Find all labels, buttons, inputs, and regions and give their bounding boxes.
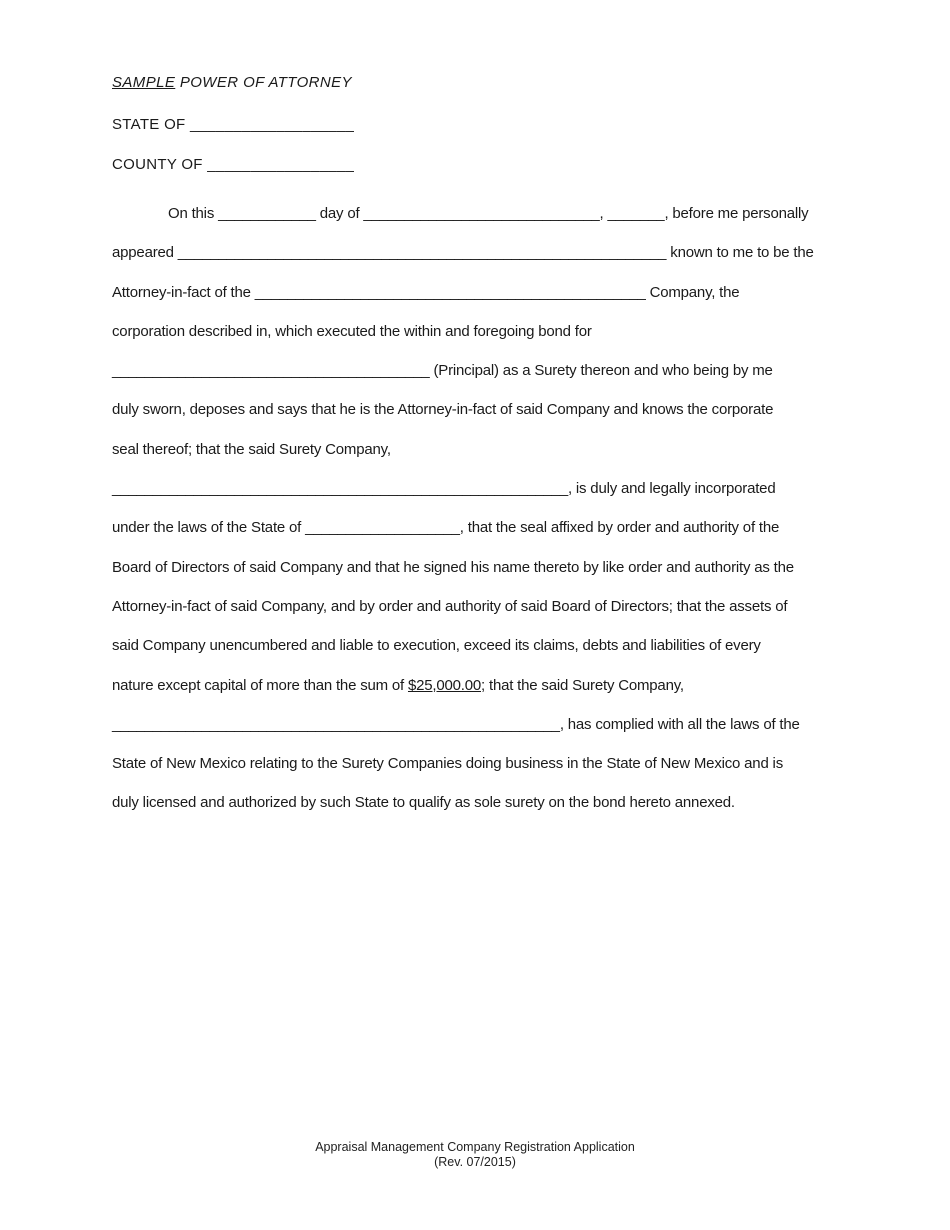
body-line-8: under the laws of the State of ___________________, that the seal affixed by order and authority of the bbox=[112, 519, 780, 537]
footer-revision: (Rev. 07/2015) bbox=[434, 1155, 516, 1169]
county-line: COUNTY OF _________________ bbox=[112, 156, 355, 173]
body-line-4: _______________________________________ (Principal) as a Surety thereon and who being by me bbox=[112, 362, 773, 380]
body-line-1: appeared ____________________________________________________________ known to me to be the bbox=[112, 244, 814, 262]
title-rest: POWER OF ATTORNEY bbox=[175, 74, 352, 91]
surety-amount: $25,000.00; bbox=[407, 676, 486, 694]
body-line-2: Attorney-in-fact of the ________________________________________________ Company, the bbox=[112, 283, 740, 301]
state-line: STATE OF ___________________ bbox=[112, 116, 355, 133]
amount-line-before: nature except capital of more than the sum of bbox=[112, 676, 408, 694]
tail-line-1: State of New Mexico relating to the Surety Companies doing business in the State of New Mexico and is bbox=[112, 755, 783, 773]
amount-line-after: that the said Surety Company, bbox=[485, 676, 684, 694]
page-footer bbox=[0, 1140, 950, 1170]
tail-line-2: duly licensed and authorized by such State to qualify as sole surety on the bond hereto annexed. bbox=[112, 794, 735, 812]
body-line-10: Attorney-in-fact of said Company, and by order and authority of said Board of Directors; that the assets of bbox=[112, 597, 788, 615]
document-title bbox=[112, 72, 842, 94]
body-line-11: said Company unencumbered and liable to execution, exceed its claims, debts and liabilities of every bbox=[112, 637, 761, 655]
affidavit-body bbox=[112, 194, 842, 823]
body-line-6: seal thereof; that the said Surety Company, bbox=[112, 440, 391, 458]
body-line-5: duly sworn, deposes and says that he is the Attorney-in-fact of said Company and knows the corporate bbox=[112, 401, 774, 419]
amount-line bbox=[112, 666, 842, 705]
body-line-7: ________________________________________________________, is duly and legally incorporated bbox=[112, 480, 776, 498]
title-sample: SAMPLE bbox=[112, 74, 176, 91]
body-line-3: corporation described in, which executed the within and foregoing bond for bbox=[112, 322, 592, 340]
body-line-9: Board of Directors of said Company and that he signed his name thereto by like order and authority as the bbox=[112, 558, 794, 576]
document-page bbox=[112, 72, 842, 823]
footer-title: Appraisal Management Company Registration Application bbox=[315, 1140, 635, 1154]
body-line-0: On this ____________ day of _____________________________, _______, before me personally bbox=[168, 205, 809, 222]
tail-line-0: _______________________________________________________, has complied with all the laws of the bbox=[112, 715, 800, 733]
